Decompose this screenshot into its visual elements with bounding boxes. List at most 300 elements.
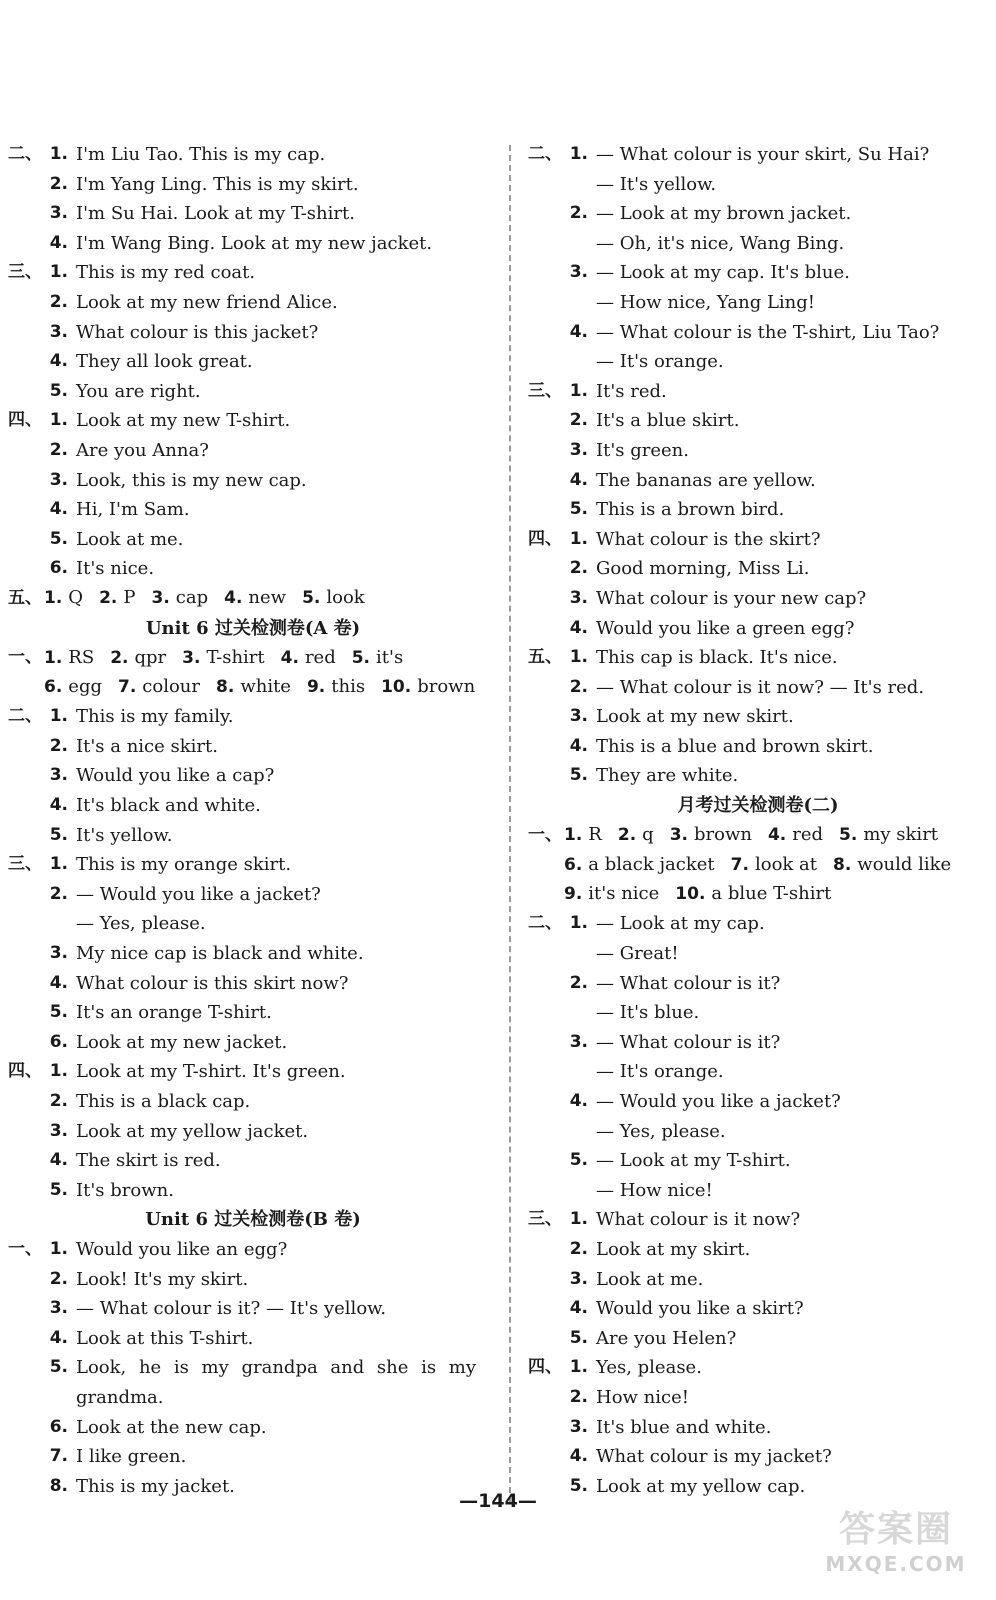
item-number: 4. (49, 1327, 68, 1348)
item-text: look (326, 587, 365, 609)
answer-text: — Look at my brown jacket. (596, 203, 852, 225)
inline-answer (44, 672, 102, 703)
item-number: 5. (839, 825, 858, 846)
item-number: 4. (224, 588, 243, 609)
answer-text: You are right. (76, 380, 201, 402)
item-number: 5. (49, 528, 68, 549)
answer-text: — Yes, please. (76, 913, 206, 935)
answer-line (528, 1265, 988, 1295)
item-text: RS (68, 646, 95, 668)
answer-text: I'm Su Hai. Look at my T-shirt. (76, 203, 355, 225)
inline-answer (564, 850, 715, 881)
answer-text: — Look at my cap. It's blue. (596, 262, 850, 284)
answer-text: grandma. (76, 1386, 164, 1408)
item-number: 8. (216, 677, 235, 698)
section-heading: Unit 6 过关检测卷(A 卷) (145, 617, 361, 639)
answer-line (8, 199, 498, 229)
answer-line (8, 436, 498, 466)
item-text: red (304, 646, 336, 668)
item-number: 2. (49, 173, 68, 194)
answer-line (528, 909, 988, 939)
item-number: 3. (49, 1120, 68, 1141)
inline-answer (99, 583, 135, 614)
item-number: 2. (49, 291, 68, 312)
item-text: my skirt (863, 824, 939, 846)
answer-text: This is a brown bird. (596, 499, 785, 521)
answer-line (8, 1324, 498, 1354)
item-number: 4. (767, 825, 787, 846)
item-number: 1. (49, 410, 68, 431)
answer-line (528, 939, 988, 969)
answer-line (8, 525, 498, 555)
item-number: 3. (49, 1298, 68, 1319)
answer-text: Look at my new friend Alice. (76, 291, 338, 313)
answer-line (528, 1057, 988, 1087)
answer-line (528, 761, 988, 791)
answer-line (8, 1146, 498, 1176)
item-number: 2. (49, 1268, 68, 1289)
item-number: 5. (49, 380, 68, 401)
item-number: 2. (569, 676, 588, 697)
item-number: 6. (49, 1031, 68, 1052)
item-number: 4. (49, 972, 68, 993)
answer-line (8, 1265, 498, 1295)
answer-line (528, 1146, 988, 1176)
answer-line (528, 880, 988, 910)
answer-text: — Oh, it's nice, Wang Bing. (596, 232, 845, 254)
section-heading: 月考过关检测卷(二) (677, 795, 839, 817)
item-number: 4. (49, 351, 68, 372)
section-label: 三、 (8, 854, 42, 875)
section-label: 五、 (528, 647, 562, 668)
item-text: would like (857, 853, 952, 875)
inline-answer (564, 820, 602, 851)
answer-line (528, 732, 988, 762)
answer-line (528, 1353, 988, 1383)
inline-answer (833, 850, 951, 881)
section-label: 一、 (8, 647, 42, 668)
answer-line (8, 466, 498, 496)
section-label: 五、 (8, 587, 42, 608)
item-text: a blue T-shirt (711, 883, 832, 905)
answer-text: Hi, I'm Sam. (76, 499, 190, 521)
inline-answer (110, 643, 166, 674)
answer-text: This is my red coat. (76, 262, 256, 284)
item-number: 7. (49, 1446, 68, 1467)
answer-text: They all look great. (76, 351, 253, 373)
answer-text: — It's blue. (596, 1002, 700, 1024)
answer-text: Look at me. (76, 528, 184, 550)
item-number: 3. (669, 825, 688, 846)
answer-line (8, 1294, 498, 1324)
item-number: 1. (569, 144, 588, 164)
answer-line (528, 614, 988, 644)
answer-line (8, 821, 498, 851)
item-text: Q (68, 587, 84, 609)
item-number: 3. (182, 647, 201, 668)
answer-line (8, 1442, 498, 1472)
answer-line (528, 554, 988, 584)
item-number: 3. (49, 203, 68, 224)
item-number: 3. (569, 439, 588, 460)
section-label: 一、 (528, 824, 562, 845)
answer-text: Look, this is my new cap. (76, 469, 307, 491)
answer-text: This is my family. (76, 706, 234, 728)
item-number: 1. (49, 262, 68, 283)
answer-text: What colour is my jacket? (596, 1446, 832, 1468)
item-number: 7. (118, 677, 137, 698)
item-text: brown (417, 676, 476, 698)
answer-line (528, 229, 988, 259)
item-number: 2. (569, 558, 588, 579)
answer-line (528, 377, 988, 407)
item-number: 10. (381, 677, 412, 698)
item-number: 1. (49, 706, 68, 727)
answer-text: It's nice. (76, 558, 155, 580)
watermark-top: 答案圈 (838, 1509, 953, 1550)
item-number: 4. (569, 735, 588, 756)
answer-text: — Look at my cap. (596, 913, 765, 935)
item-text: egg (68, 676, 102, 698)
answer-line (528, 969, 988, 999)
item-number: 10. (675, 884, 706, 905)
inline-answer (151, 583, 208, 614)
item-number: 5. (302, 588, 321, 609)
item-number: 4. (569, 321, 588, 342)
answer-text: It's red. (596, 380, 667, 402)
item-number: 1. (44, 588, 63, 609)
answer-line (528, 1324, 988, 1354)
item-text: this (331, 676, 366, 698)
item-number: 3. (569, 587, 588, 608)
answer-line (528, 850, 988, 880)
item-number: 3. (151, 588, 170, 609)
answer-line (528, 1413, 988, 1443)
item-number: 8. (833, 854, 852, 875)
inline-answer (352, 643, 403, 674)
answer-line (8, 939, 498, 969)
section-label: 三、 (528, 1209, 562, 1230)
answer-line (528, 406, 988, 436)
answer-line (528, 673, 988, 703)
answer-text: — What colour is it? — It's yellow. (76, 1298, 387, 1320)
answer-text: It's green. (596, 439, 689, 461)
item-number: 1. (569, 380, 588, 401)
item-number: 2. (569, 1386, 588, 1407)
watermark-bottom: MXQE.COM (825, 1552, 967, 1576)
section-label: 二、 (528, 913, 562, 934)
answer-text: Look, he is my grandpa and she is my (76, 1357, 476, 1379)
item-number: 9. (564, 884, 583, 905)
answer-text: What colour is your new cap? (596, 587, 867, 609)
answer-text: — It's orange. (596, 1061, 724, 1083)
item-number: 1. (44, 647, 63, 668)
item-text: red (792, 824, 824, 846)
answer-line (528, 495, 988, 525)
answer-line (528, 1087, 988, 1117)
watermark-logo (816, 1508, 976, 1588)
item-number: 3. (569, 1416, 588, 1437)
item-number: 3. (49, 321, 68, 342)
answer-line (8, 495, 498, 525)
answer-text: — What colour is your skirt, Su Hai? (596, 144, 930, 165)
answer-text: They are white. (596, 765, 739, 787)
answer-line (8, 732, 498, 762)
item-text: colour (142, 676, 201, 698)
answer-text: This cap is black. It's nice. (596, 647, 838, 669)
answer-line (528, 288, 988, 318)
answer-text: Yes, please. (596, 1357, 702, 1379)
item-number: 5. (351, 647, 371, 668)
answer-line (8, 229, 498, 259)
item-number: 5. (49, 1179, 68, 1200)
answer-text: — What colour is the T-shirt, Liu Tao? (596, 321, 940, 343)
item-number: 3. (569, 1268, 588, 1289)
answer-line (8, 850, 498, 880)
item-number: 5. (569, 1327, 588, 1348)
inline-answer (618, 820, 654, 851)
item-text: q (642, 824, 654, 846)
page-number: —144— (459, 1490, 537, 1512)
answer-text: — Look at my T-shirt. (596, 1150, 791, 1172)
section-label: 三、 (528, 380, 562, 401)
item-number: 6. (564, 854, 583, 875)
item-number: 4. (49, 795, 68, 816)
item-number: 5. (569, 499, 588, 520)
inline-answer (839, 820, 938, 851)
answer-line (528, 525, 988, 555)
answer-line (528, 170, 988, 200)
inline-answer (675, 879, 831, 910)
item-number: 4. (280, 647, 299, 668)
answer-line (528, 318, 988, 348)
inline-answer (118, 672, 200, 703)
item-text: cap (175, 587, 209, 609)
answer-text: — How nice! (596, 1179, 713, 1201)
answer-text: — Would you like a jacket? (76, 883, 321, 905)
inline-answer (302, 583, 365, 614)
answer-line (8, 998, 498, 1028)
answer-text: Good morning, Miss Li. (596, 558, 810, 580)
section-label: 四、 (528, 1357, 562, 1378)
item-number: 2. (99, 588, 118, 609)
answer-line (8, 288, 498, 318)
item-number: 4. (569, 1446, 588, 1467)
answer-text: This is my orange skirt. (76, 854, 292, 876)
inline-answer (224, 583, 286, 614)
item-number: 4. (49, 1150, 68, 1171)
item-number: 2. (569, 410, 588, 431)
section-label: 二、 (528, 144, 562, 164)
answer-text: Look at my new skirt. (596, 706, 794, 728)
section-label: 三、 (8, 262, 42, 283)
answer-line (8, 1413, 498, 1443)
item-text: brown (693, 824, 752, 846)
inline-answer (670, 820, 752, 851)
answer-line (8, 1235, 498, 1265)
answer-text: — Would you like a jacket? (596, 1091, 841, 1112)
item-number: 2. (569, 1238, 588, 1259)
item-number: 5. (49, 1002, 68, 1023)
answer-text: Are you Helen? (596, 1327, 737, 1349)
item-text: look at (754, 853, 817, 875)
answer-line (528, 199, 988, 229)
answer-line (528, 1117, 988, 1147)
item-number: 6. (44, 677, 63, 698)
column-divider (509, 145, 511, 1503)
item-number: 1. (569, 528, 588, 549)
item-text: white (240, 676, 291, 698)
item-number: 4. (569, 469, 588, 490)
answer-line (528, 436, 988, 466)
answer-line (8, 791, 498, 821)
item-number: 2. (49, 1091, 68, 1111)
answer-text: Look at the new cap. (76, 1416, 267, 1438)
answer-text: Would you like an egg? (76, 1238, 288, 1260)
answer-text: — It's yellow. (596, 173, 717, 195)
answer-text: — Great! (596, 943, 679, 965)
item-number: 1. (569, 647, 588, 668)
section-label: 二、 (8, 706, 42, 727)
item-number: 1. (49, 144, 68, 164)
item-number: 2. (110, 647, 129, 668)
answer-line (528, 1294, 988, 1324)
answer-line (528, 347, 988, 377)
answer-line (528, 1442, 988, 1472)
section-label: 一、 (8, 1238, 42, 1259)
item-number: 2. (49, 439, 68, 460)
answer-line (8, 140, 498, 170)
answer-text: Look at my skirt. (596, 1238, 751, 1260)
item-number: 6. (49, 558, 68, 579)
answer-text: My nice cap is black and white. (76, 943, 364, 965)
answer-line (8, 880, 498, 910)
answer-line (8, 1117, 498, 1147)
answer-line (8, 584, 498, 614)
answer-text: What colour is it now? (596, 1209, 801, 1231)
answer-text: — How nice, Yang Ling! (596, 291, 816, 313)
item-text: new (248, 587, 287, 609)
item-number: 4. (49, 499, 68, 520)
item-number: 2. (569, 203, 588, 224)
item-number: 1. (564, 825, 583, 846)
item-number: 8. (49, 1475, 68, 1496)
item-number: 1. (569, 1357, 588, 1378)
inline-answer (44, 583, 83, 614)
item-number: 4. (569, 617, 588, 638)
answer-line (8, 702, 498, 732)
answer-text: Look at my new T-shirt. (76, 410, 291, 432)
answer-text: I'm Yang Ling. This is my skirt. (76, 173, 359, 195)
item-number: 6. (49, 1416, 68, 1437)
answer-line (8, 909, 498, 939)
answer-text: Look at my new jacket. (76, 1031, 288, 1053)
item-text: a black jacket (588, 853, 715, 875)
answer-text: Would you like a cap? (76, 765, 275, 787)
answer-line (8, 554, 498, 584)
answer-text: I like green. (76, 1446, 187, 1468)
answer-line (528, 821, 988, 851)
inline-answer (307, 672, 365, 703)
section-label: 四、 (8, 1061, 42, 1082)
item-number: 4. (569, 1298, 588, 1319)
item-number: 3. (49, 765, 68, 786)
item-number: 5. (569, 765, 588, 786)
answer-text: This is a black cap. (76, 1091, 251, 1112)
item-text: P (123, 587, 136, 609)
answer-line (8, 643, 498, 673)
left-column (8, 140, 498, 1501)
item-number: 2. (617, 825, 637, 846)
answer-line (8, 170, 498, 200)
section-label: 四、 (8, 410, 42, 431)
answer-line (8, 761, 498, 791)
item-text: R (588, 824, 602, 846)
right-column (528, 140, 988, 1501)
answer-line (8, 1087, 498, 1117)
answer-text: — What colour is it? (596, 972, 781, 994)
answer-text: — What colour is it now? — It's red. (596, 676, 925, 698)
answer-text: It's yellow. (76, 824, 173, 846)
inline-answer (182, 643, 265, 674)
answer-line (8, 673, 498, 703)
answer-text: Look at this T-shirt. (76, 1327, 254, 1349)
answer-text: It's an orange T-shirt. (76, 1002, 272, 1024)
item-text: it's nice (588, 883, 660, 905)
item-number: 3. (569, 706, 588, 727)
answer-text: The skirt is red. (76, 1150, 221, 1172)
item-number: 9. (306, 677, 326, 698)
answer-line (8, 347, 498, 377)
item-number: 2. (49, 883, 68, 904)
inline-answer (564, 879, 659, 910)
answer-text: Look at my T-shirt. It's green. (76, 1061, 346, 1083)
item-number: 5. (569, 1475, 588, 1496)
item-number: 3. (569, 262, 588, 283)
answer-line (528, 643, 988, 673)
answer-text: Look at my yellow jacket. (76, 1120, 309, 1142)
item-text: qpr (134, 646, 167, 668)
answer-text: It's a nice skirt. (76, 735, 218, 757)
answer-text: — It's orange. (596, 351, 724, 373)
item-number: 5. (49, 824, 68, 845)
item-number: 2. (569, 972, 588, 993)
item-number: 5. (49, 1357, 68, 1378)
answer-text: It's blue and white. (596, 1416, 772, 1438)
item-number: 4. (569, 1091, 588, 1111)
item-text: it's (376, 646, 404, 668)
answer-line (8, 969, 498, 999)
answer-text: It's black and white. (76, 795, 261, 817)
answer-text: How nice! (596, 1386, 689, 1408)
answer-line (8, 258, 498, 288)
answer-line (8, 1383, 498, 1413)
answer-line (528, 998, 988, 1028)
item-number: 3. (49, 943, 68, 964)
answer-line (8, 1353, 498, 1383)
item-text: T-shirt (206, 646, 265, 668)
answer-text: It's brown. (76, 1179, 174, 1201)
item-number: 5. (569, 1150, 588, 1171)
answer-text: Look at me. (596, 1268, 704, 1290)
answer-line (8, 318, 498, 348)
section-heading: Unit 6 过关检测卷(B 卷) (145, 1209, 361, 1231)
answer-line (528, 584, 988, 614)
answer-line (8, 1028, 498, 1058)
answer-line (8, 1057, 498, 1087)
section-label: 二、 (8, 144, 42, 164)
item-number: 4. (49, 232, 68, 253)
